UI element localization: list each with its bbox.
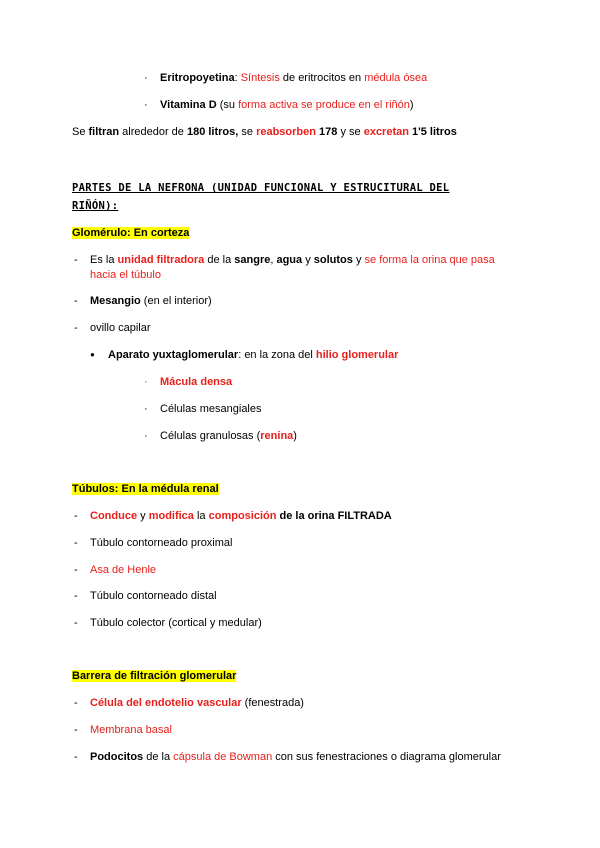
glomerulus-item-juxta <box>108 348 398 362</box>
collecting-tubule: Túbulo colector (cortical y medular) <box>90 617 262 629</box>
modify-term: modifica <box>148 510 194 522</box>
liters-180: 180 litros, <box>186 126 239 138</box>
text: y <box>352 254 365 266</box>
text: de la <box>143 751 174 763</box>
text: ) <box>293 430 297 442</box>
dash: - <box>74 295 78 307</box>
synthesis-text: Síntesis <box>240 72 280 84</box>
bowman-capsule-term: cápsula de Bowman <box>173 751 273 763</box>
dash: - <box>74 537 78 549</box>
bullet-dot: · <box>144 376 148 388</box>
mesangial-cells: Células mesangiales <box>160 403 262 415</box>
filtration-line <box>72 125 457 139</box>
barrier-heading <box>72 669 236 683</box>
bullet-dot: · <box>144 403 148 415</box>
bone-marrow-text: médula ósea <box>364 72 428 84</box>
barrier-heading-text: Barrera de filtración glomerular <box>72 670 237 682</box>
dash: - <box>74 617 78 629</box>
conduct-term: Conduce <box>90 510 138 522</box>
dash: - <box>74 697 78 709</box>
excrete-term: excretan <box>363 126 409 138</box>
reabsorb-term: reabsorben <box>256 126 316 138</box>
text: Se <box>72 126 89 138</box>
hilum-term: hilio glomerular <box>315 349 399 361</box>
vitamin-d-line <box>160 98 414 112</box>
dash: - <box>74 590 78 602</box>
text: alrededor de <box>119 126 187 138</box>
vitd-active-form: forma activa se produce en el riñón <box>238 99 410 111</box>
text: y <box>137 510 149 522</box>
blood-term: sangre <box>234 254 271 266</box>
glomerulus-item-mesangium <box>90 294 212 308</box>
text: y <box>302 254 314 266</box>
text: , <box>270 254 277 266</box>
podocytes <box>90 750 501 764</box>
filter-unit-term: unidad filtradora <box>117 254 205 266</box>
granular-cells <box>160 429 297 443</box>
glomerulus-heading <box>72 226 189 240</box>
dash: - <box>74 724 78 736</box>
text: (en el interior) <box>140 295 212 307</box>
vitamin-d-term: Vitamina D <box>160 99 217 111</box>
erythropoietin-term: Eritropoyetina <box>160 72 235 84</box>
text: de la <box>204 254 235 266</box>
text: Células granulosas ( <box>160 430 261 442</box>
text: : en la zona del <box>238 349 316 361</box>
vitd-close: ) <box>409 99 414 111</box>
basement-membrane: Membrana basal <box>90 724 172 736</box>
glomerulus-heading-text: Glomérulo: En corteza <box>72 227 190 239</box>
section-title-line2: RIÑÓN): <box>72 200 119 212</box>
urine-forms-text: se forma la orina que pasa <box>364 254 495 266</box>
section-title-line1: PARTES DE LA NEFRONA (UNIDAD FUNCIONAL Y ESTRUCITURAL DEL <box>72 182 450 194</box>
macula-densa: Mácula densa <box>160 376 233 388</box>
bullet-dot: · <box>144 72 148 84</box>
glomerulus-item-filter-cont: hacia el túbulo <box>90 269 161 281</box>
text: (fenestrada) <box>241 697 304 709</box>
dash: - <box>74 564 78 576</box>
text: y se <box>337 126 364 138</box>
text: la <box>193 510 209 522</box>
endothelial-term: Célula del endotelio vascular <box>90 697 242 709</box>
dash: - <box>74 322 78 334</box>
liters-1-5: 1'5 litros <box>408 126 457 138</box>
filtered-urine-term: de la orina FILTRADA <box>276 510 392 522</box>
water-term: agua <box>276 254 303 266</box>
erythropoietin-line <box>160 71 427 85</box>
podocytes-term: Podocitos <box>90 751 144 763</box>
tubules-heading <box>72 482 219 496</box>
bullet-circle: ● <box>90 350 95 359</box>
tubules-heading-text: Túbulos: En la médula renal <box>72 483 219 495</box>
composition-term: composición <box>208 510 277 522</box>
glomerulus-item-capillary: ovillo capilar <box>90 322 151 334</box>
loop-of-henle: Asa de Henle <box>90 564 157 576</box>
value-178: 178 <box>315 126 338 138</box>
text: con sus fenestraciones o diagrama glomerular <box>272 751 501 763</box>
tubules-item-conduct <box>90 509 392 523</box>
endothelial-cell <box>90 696 304 710</box>
renin-term: renina <box>260 430 294 442</box>
dash: - <box>74 751 78 763</box>
glomerulus-item-filter <box>90 253 495 267</box>
text: se <box>238 126 257 138</box>
dash: - <box>74 254 78 266</box>
bullet-dot: · <box>144 430 148 442</box>
colon: : <box>234 72 238 84</box>
vitd-text: (su <box>216 99 239 111</box>
proximal-tubule: Túbulo contorneado proximal <box>90 537 233 549</box>
solutes-term: solutos <box>313 254 353 266</box>
filtran-term: filtran <box>88 126 120 138</box>
mesangium-term: Mesangio <box>90 295 141 307</box>
juxta-term: Aparato yuxtaglomerular <box>108 349 239 361</box>
erythro-text: de eritrocitos en <box>279 72 365 84</box>
distal-tubule: Túbulo contorneado distal <box>90 590 217 602</box>
text: Es la <box>90 254 118 266</box>
bullet-dot: · <box>144 99 148 111</box>
dash: - <box>74 510 78 522</box>
